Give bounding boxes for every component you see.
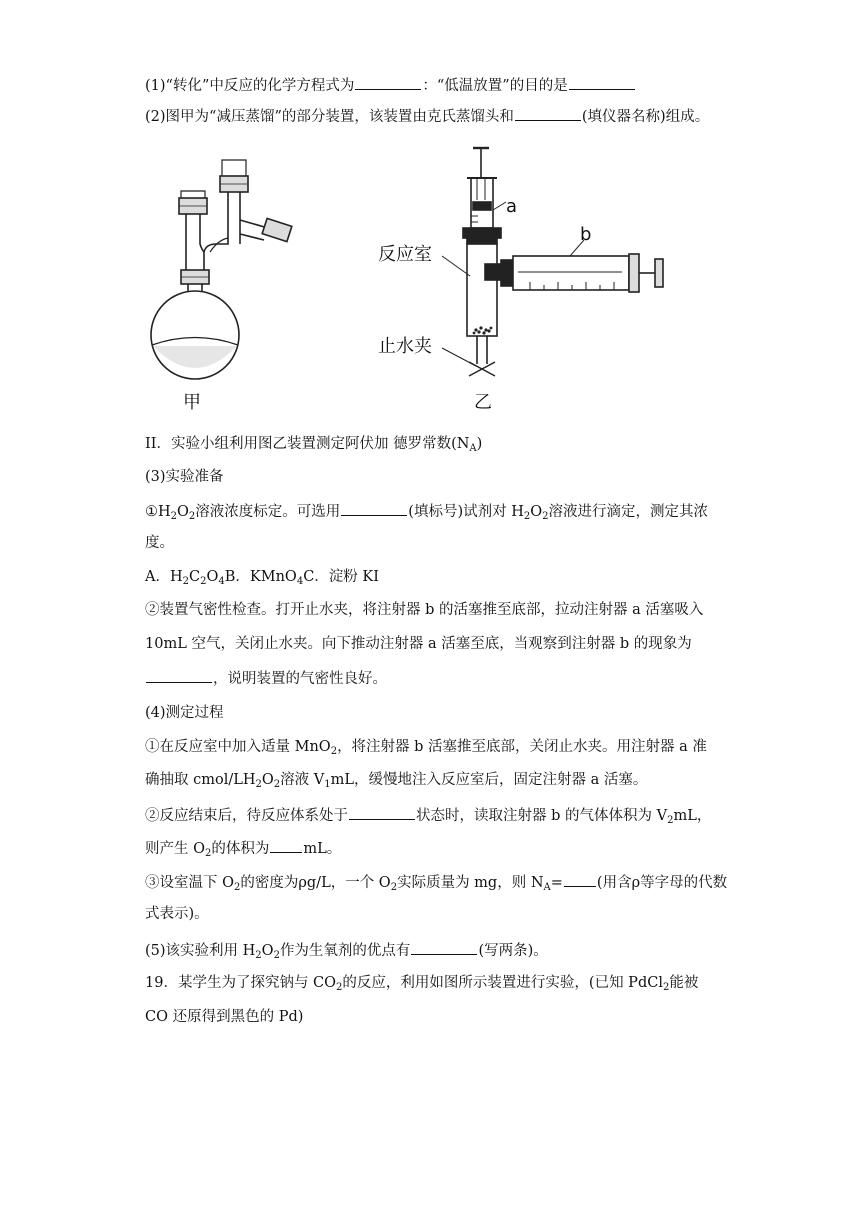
answer-blank[interactable] (355, 73, 421, 90)
q3-item1-cont: 度。 (145, 535, 174, 551)
question-5: (5)该实验利用 $H_2O_2$作为生氧剂的优点有 (写两条)。 (145, 938, 725, 962)
answer-blank[interactable] (515, 104, 581, 121)
q3-heading: (3)实验准备 (145, 469, 224, 485)
answer-blank[interactable] (146, 666, 212, 683)
reaction-room-label: 反应室 (378, 244, 432, 265)
answer-blank[interactable] (341, 499, 407, 516)
water-clamp-label: 止水夹 (378, 336, 432, 357)
figure-jia-claisen-flask (151, 160, 292, 379)
q4-item2-line2: 则产生 $O_2$的体积为 mL。 (145, 836, 725, 860)
q4-item3-line1: ③设室温下 $O_2$的密度为ρg/L，一个 $O_2$实际质量为 mg，则 $N_A=$ (用含ρ等字母的代数 (145, 870, 725, 894)
figure-yi-label: 乙 (474, 392, 492, 413)
q3-item1: $①H_2O_2$溶液浓度标定。可选用 (填标号)试剂对 $H_2O_2$溶液进行滴定，测定其浓 (145, 499, 725, 523)
answer-blank[interactable] (349, 803, 415, 820)
figure-jia-label: 甲 (183, 392, 201, 413)
question-2: (2)图甲为“减压蒸馏”的部分装置，该装置由克氏蒸馏头和 (填仪器名称)组成。 (145, 104, 725, 128)
syringe-b-label: b (580, 224, 592, 245)
apparatus-figures (140, 140, 700, 420)
q3-item2-line2: 10mL 空气，关闭止水夹。向下推动注射器 a 活塞至底，当观察到注射器 b 的现象为 (145, 636, 692, 652)
question-1: (1)“转化”中反应的化学方程式为 ：“低温放置”的目的是 (145, 73, 725, 97)
q4-item1-line2: 确抽取 cmol/$LH_2O_2$溶液 $V_1mL$，缓慢地注入反应室后，固定注射器 a 活塞。 (145, 772, 648, 790)
q4-item3-line2: 式表示)。 (145, 906, 209, 922)
syringe-a-label: a (506, 196, 518, 217)
question-19-line1: 19．某学生为了探究钠与 $CO_2$的反应，利用如图所示装置进行实验，(已知 PdCl$_2$能被 (145, 975, 699, 993)
answer-blank[interactable] (411, 938, 477, 955)
q3-options: A．$H_2C_2O_4B$．KMnO$_4$C．淀粉 KI (145, 569, 379, 587)
q4-heading: (4)测定过程 (145, 705, 224, 721)
q4-item2-line1: ②反应结束后，待反应体系处于 状态时，读取注射器 b 的气体体积为 $V_2mL$， (145, 803, 725, 827)
answer-blank[interactable] (569, 73, 635, 90)
q4-item1-line1: ①在反应室中加入适量 MnO$_2$，将注射器 b 活塞推至底部，关闭止水夹。用注射器 a 准 (145, 739, 707, 757)
answer-blank[interactable] (564, 870, 596, 887)
q3-item2-line3: ，说明装置的气密性良好。 (145, 666, 725, 690)
question-19-line2: CO 还原得到黑色的 Pd) (145, 1009, 304, 1025)
answer-blank[interactable] (270, 836, 302, 853)
section-II: II．实验小组利用图乙装置测定阿伏加 德罗常数$(N_A)$ (145, 436, 483, 454)
figure-yi-syringe-apparatus (442, 148, 663, 376)
q3-item2-line1: ②装置气密性检查。打开止水夹，将注射器 b 的活塞推至底部，拉动注射器 a 活塞吸入 (145, 602, 704, 618)
